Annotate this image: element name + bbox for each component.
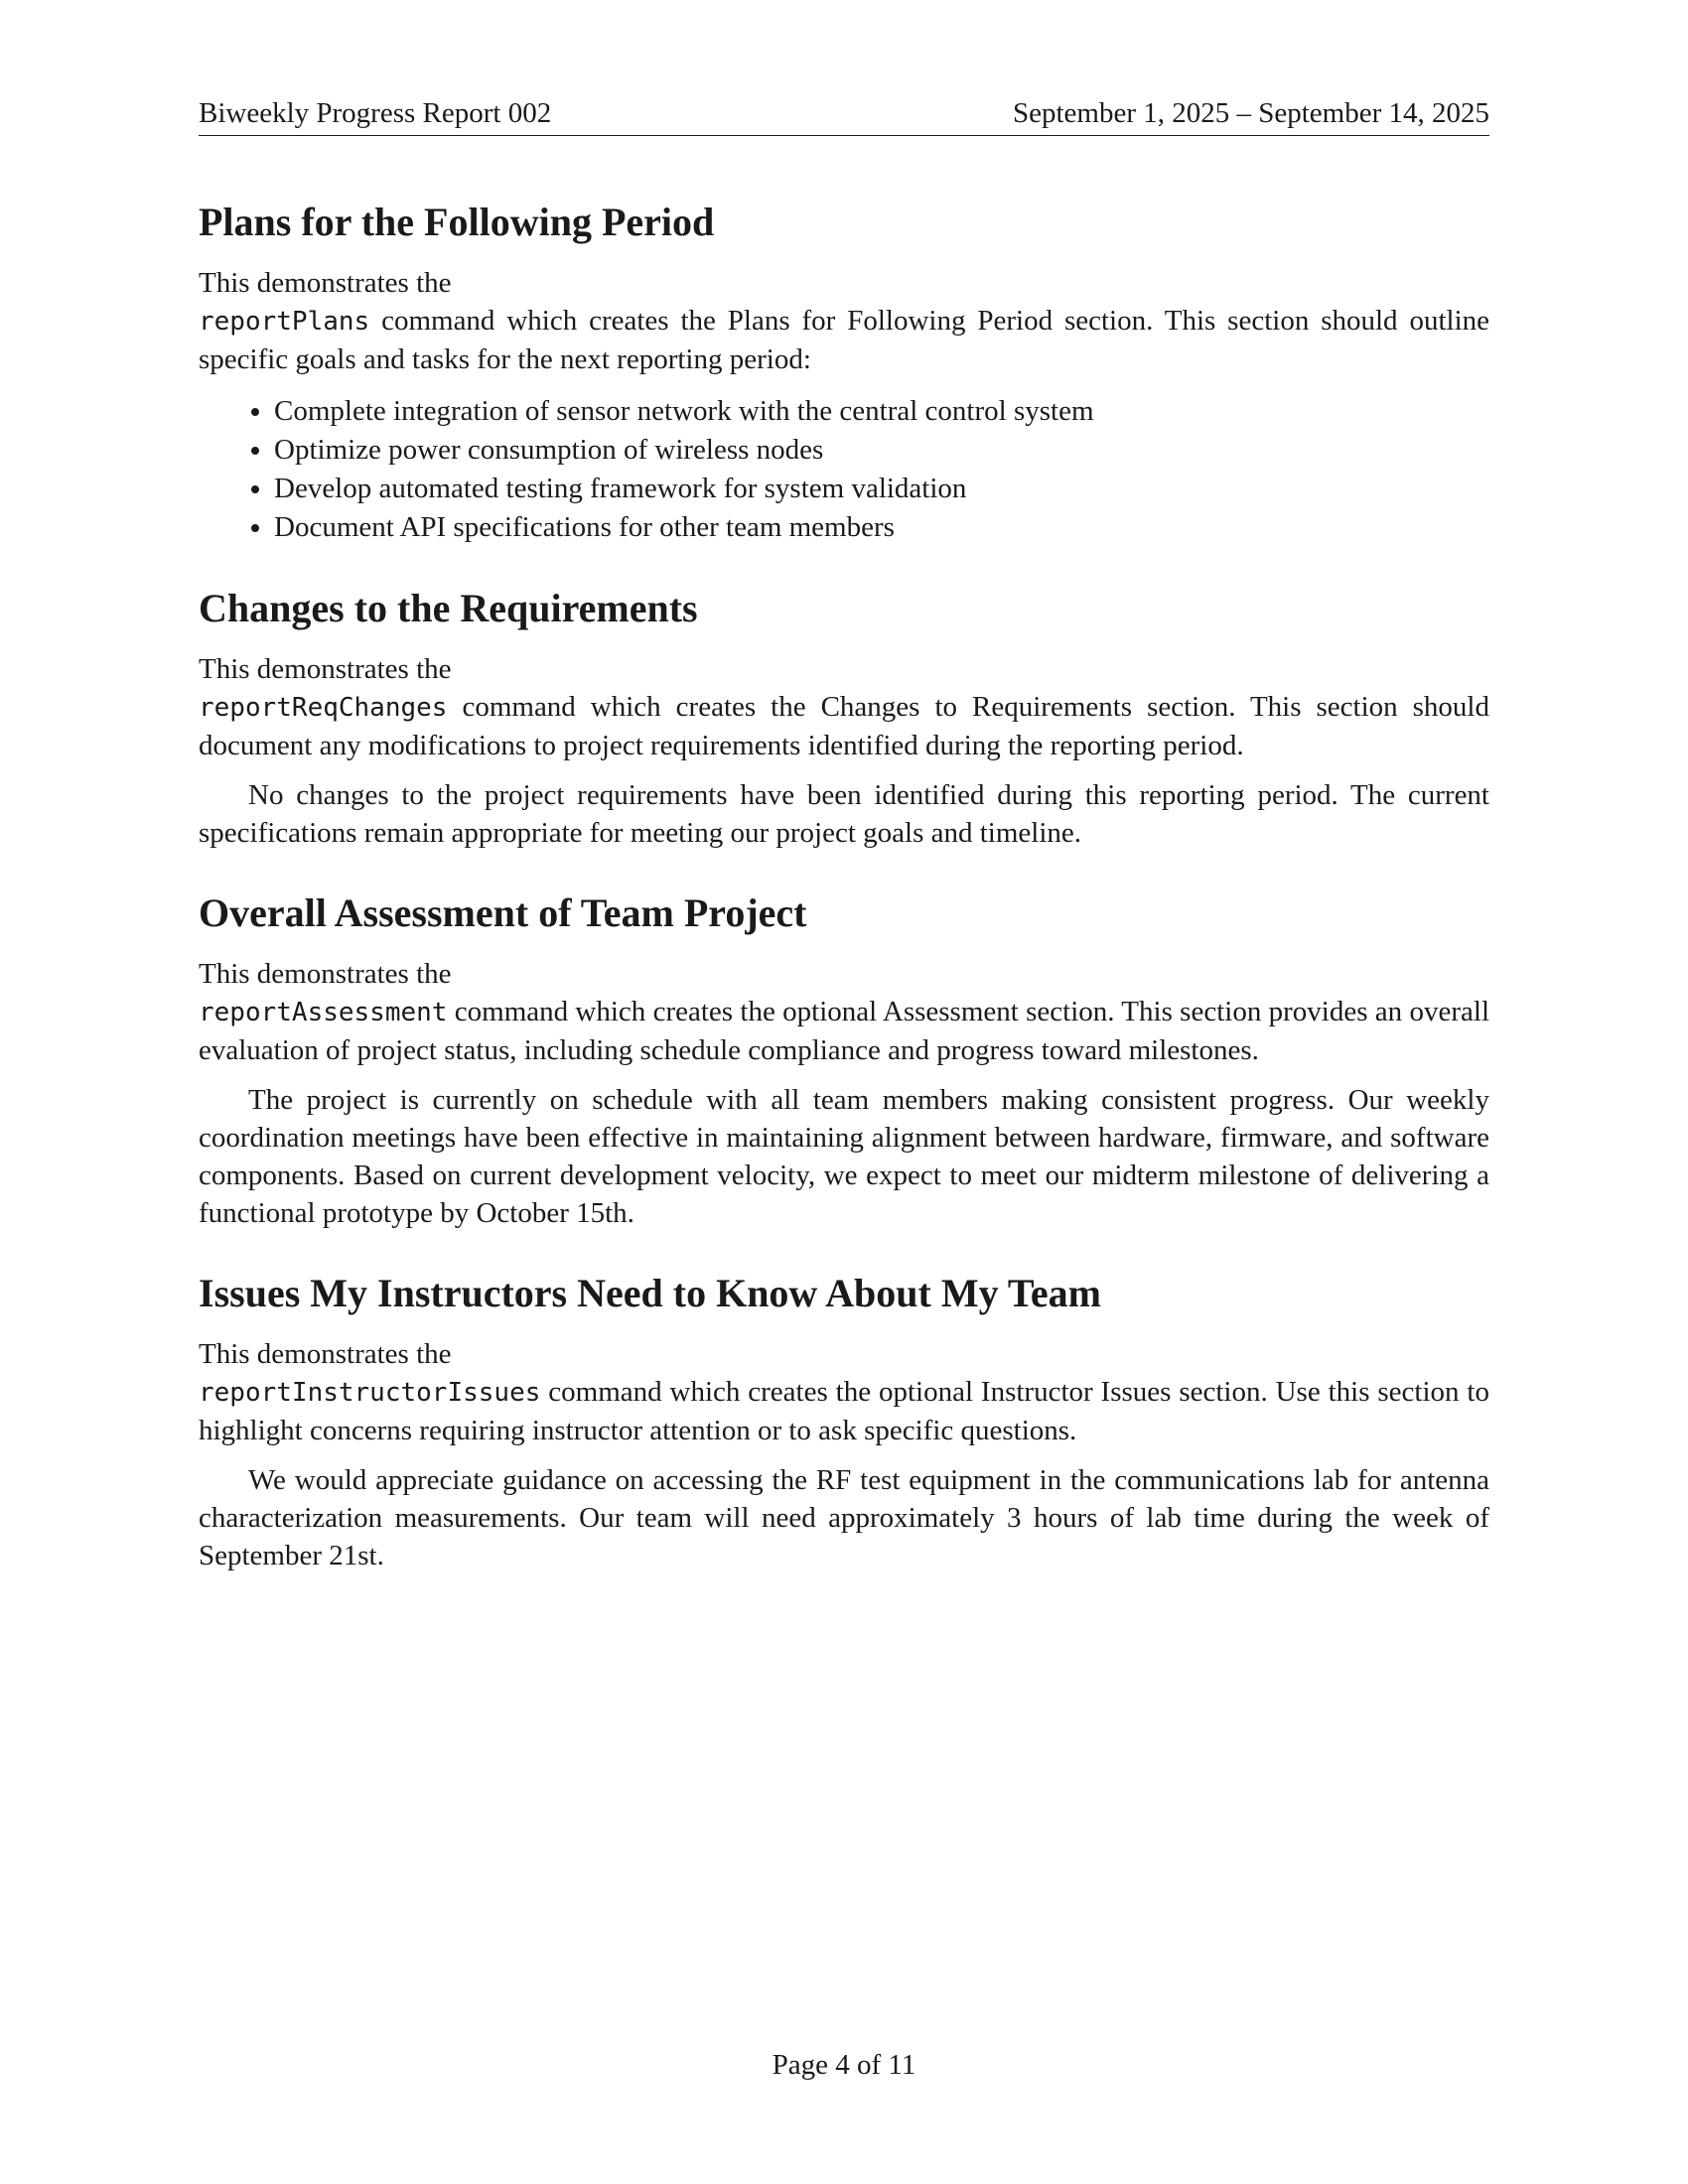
section-assessment	[199, 889, 1489, 1232]
list-item: • Complete integration of sensor network with the central control system	[274, 392, 1489, 431]
list-item: • Document API specifications for other team members	[274, 508, 1489, 547]
command-name: reportReqChanges	[199, 693, 448, 723]
section-description	[199, 993, 1489, 1069]
list-item: • Develop automated testing framework for system validation	[274, 470, 1489, 508]
page-number: Page 4 of 11	[772, 2049, 916, 2081]
header-report-title: Biweekly Progress Report 002	[199, 97, 552, 129]
section-description	[199, 1373, 1489, 1449]
section-heading: Plans for the Following Period	[199, 200, 715, 244]
section-body: No changes to the project requirements have been identified during this reporting period. The current specifications remain appropriate for meeting our project goals and timeline.	[199, 779, 1489, 849]
section-intro: This demonstrates the	[199, 958, 452, 990]
section-intro: This demonstrates the	[199, 267, 452, 299]
section-body: The project is currently on schedule with all team members making consistent progress. Our weekly coordination meetings have been effective in maintaining alignment between hardware, firmware, and software components. Based on current development velocity, we expect to meet our midterm milestone of delivering a functional prototype by October 15th.	[199, 1084, 1489, 1229]
plans-list	[199, 392, 1489, 547]
description-text: command which creates the Plans for Following Period section. This section should outline specific goals and tasks for the next reporting period:	[199, 305, 1489, 375]
section-heading: Overall Assessment of Team Project	[199, 890, 807, 935]
command-name: reportAssessment	[199, 998, 448, 1027]
section-description	[199, 302, 1489, 378]
section-body: We would appreciate guidance on accessing the RF test equipment in the communications lab for antenna characterization measurements. Our team will need approximately 3 hours of lab time during the week of September 21st.	[199, 1464, 1489, 1571]
section-plans	[199, 199, 1489, 547]
description-text: command which creates the Changes to Requirements section. This section should document any modifications to project requirements identified during the reporting period.	[199, 691, 1489, 761]
section-heading: Issues My Instructors Need to Know About My Team	[199, 1271, 1101, 1315]
section-instructor-issues	[199, 1270, 1489, 1574]
document-body	[199, 199, 1489, 1612]
description-text: command which creates the optional Instructor Issues section. Use this section to highlight concerns requiring instructor attention or to ask specific questions.	[199, 1376, 1489, 1446]
header-date-range: September 1, 2025 – September 14, 2025	[1012, 97, 1489, 129]
section-intro: This demonstrates the	[199, 1338, 452, 1370]
description-text: command which creates the optional Assessment section. This section provides an overall evaluation of project status, including schedule compliance and progress toward milestones.	[199, 996, 1489, 1066]
list-item: • Optimize power consumption of wireless nodes	[274, 431, 1489, 470]
command-name: reportInstructorIssues	[199, 1378, 541, 1408]
section-intro: This demonstrates the	[199, 653, 452, 685]
section-requirements	[199, 585, 1489, 852]
section-description	[199, 688, 1489, 764]
section-heading: Changes to the Requirements	[199, 586, 698, 630]
command-name: reportPlans	[199, 307, 370, 337]
running-header	[199, 95, 1489, 136]
